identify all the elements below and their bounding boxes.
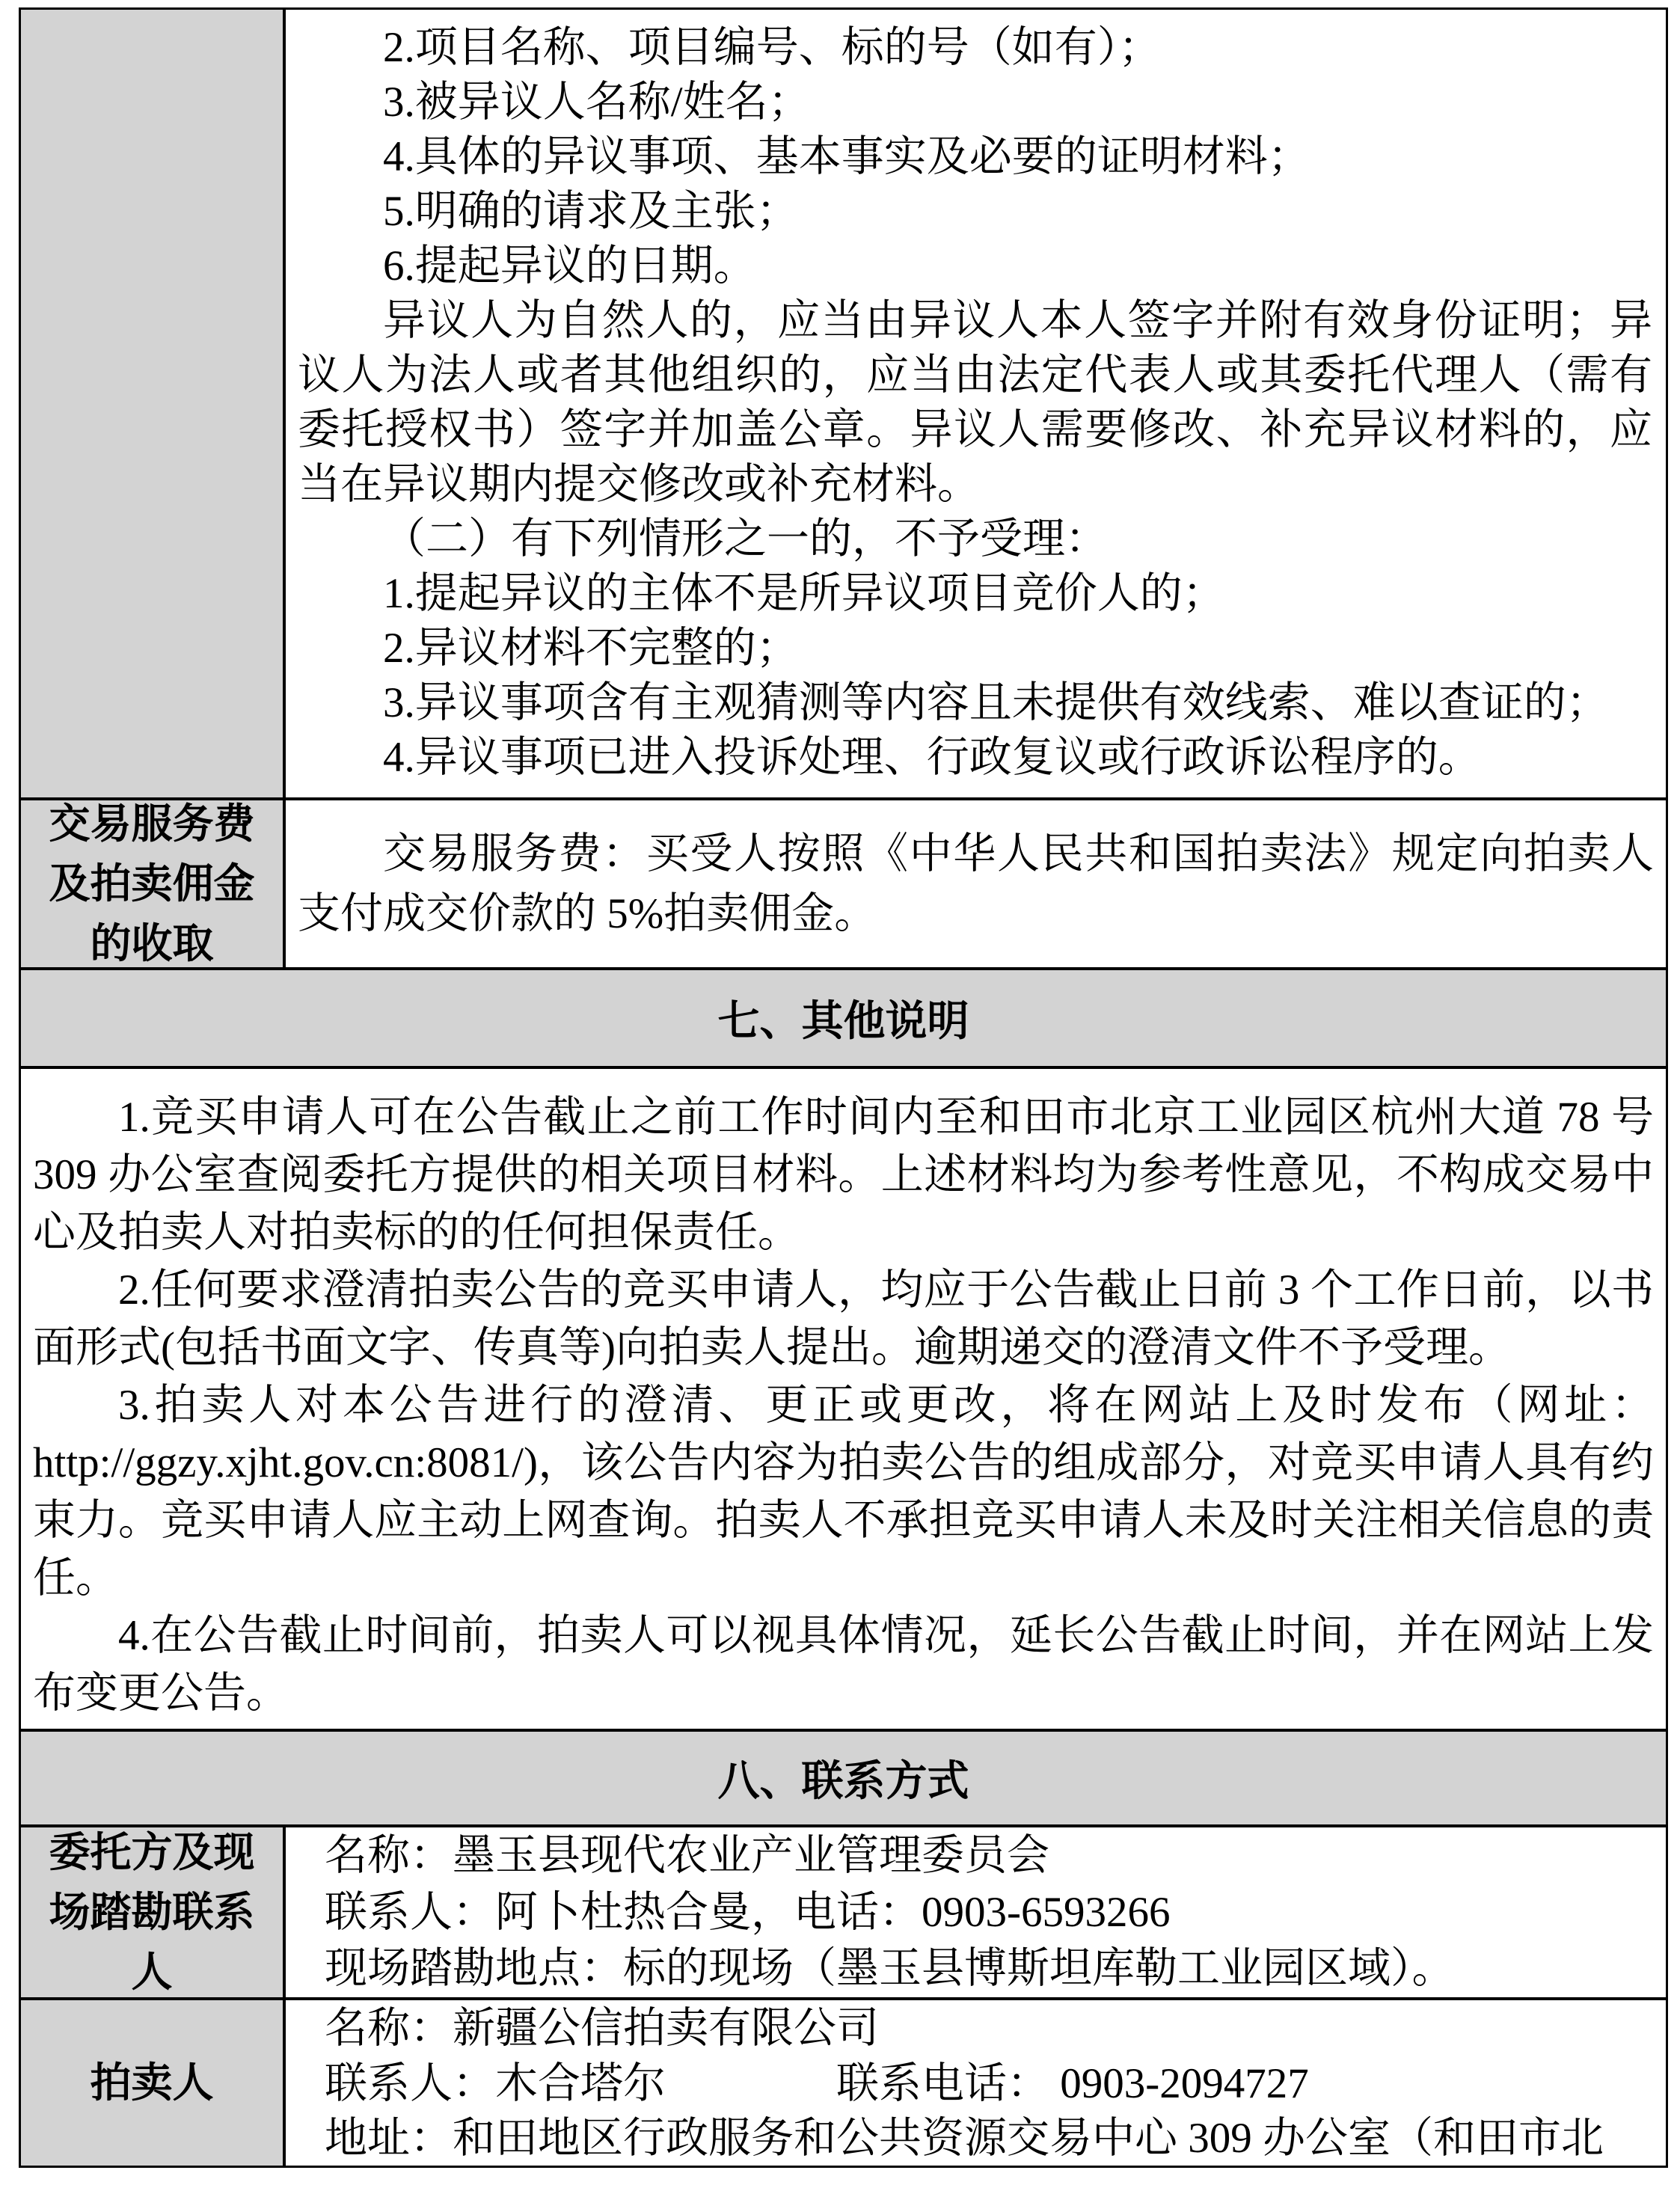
objection-required-item: 6.提起异议的日期。 [383,242,756,289]
client-site-survey-line: 现场踏勘地点：标的现场（墨玉县博斯坦库勒工业园区域）。 [325,1945,1455,1993]
rejection-cases-heading: （二）有下列情形之一的，不予受理： [383,515,1108,563]
rejection-case-item: 3.异议事项含有主观猜测等内容且未提供有效线索、难以查证的； [383,679,1609,726]
rejection-case-item: 4.异议事项已进入投诉处理、行政复议或行政诉讼程序的。 [383,734,1481,781]
auctioneer-contact-cell [286,2000,1666,2166]
fee-paragraph: 交易服务费：买受人按照《中华人民共和国拍卖法》规定向拍卖人支付成交价款的 5%拍卖佣金。 [298,830,1654,937]
auctioneer-header-label: 拍卖人 [90,2059,214,2106]
objection-required-item: 3.被异议人名称/姓名； [383,79,811,126]
client-contact-header-label: 委托方及现场踏勘联系人 [49,1829,255,1995]
client-name-line: 名称：墨玉县现代农业产业管理委员会 [325,1832,1049,1879]
objection-row-header-cell [21,10,286,797]
objection-required-item: 5.明确的请求及主张； [383,188,799,235]
rejection-case-item: 2.异议材料不完整的； [383,625,799,672]
other-notes-paragraph: 4.在公告截止时间前，拍卖人可以视具体情况，延长公告截止时间，并在网站上发布变更公告。 [33,1612,1654,1717]
auctioneer-name-line: 名称：新疆公信拍卖有限公司 [325,2005,879,2052]
section-7-content [21,1066,1666,1729]
signing-requirements-paragraph: 异议人为自然人的，应当由异议人本人签字并附有效身份证明；异议人为法人或者其他组织的，应当由法定代表人或其委托代理人（需有委托授权书）签字并加盖公章。异议人需要修改、补充异议材料的，应当在异议期内提交修改或补充材料。 [298,297,1652,508]
fee-row-header-label: 交易服务费及拍卖佣金的收取 [49,800,255,966]
section-7-title: 七、其他说明 [717,999,969,1045]
other-notes-paragraph: 2.任何要求澄清拍卖公告的竞买申请人，均应于公告截止日前 3 个工作日前，以书面形式(包括书面文字、传真等)向拍卖人提出。逾期递交的澄清文件不予受理。 [33,1266,1654,1371]
fee-content-cell [286,800,1666,967]
section-8-title: 八、联系方式 [717,1759,969,1805]
objection-required-item: 4.具体的异议事项、基本事实及必要的证明材料； [383,133,1310,180]
fee-row-header-cell [21,800,286,967]
auctioneer-contact-person-line: 联系人：木合塔尔 联系电话： 0903-2094727 [325,2059,1309,2107]
other-notes-paragraph: 3.拍卖人对本公告进行的澄清、更正或更改，将在网站上及时发布（网址：http://ggzy.xjht.gov.cn:8081/)，该公告内容为拍卖公告的组成部分，对竞买申请人具有约束力。竞买申请人应主动上网查询。拍卖人不承担竞买申请人未及时关注相关信息的责任。 [33,1382,1654,1602]
other-notes-paragraph: 1.竞买申请人可在公告截止之前工作时间内至和田市北京工业园区杭州大道 78 号 309 办公室查阅委托方提供的相关项目材料。上述材料均为参考性意见，不构成交易中心及拍卖人对拍卖标的的任何担保责任。 [33,1094,1654,1256]
objection-content-row [21,10,1666,797]
section-8-header [21,1729,1666,1824]
auction-announcement-table [19,7,1668,2168]
auctioneer-contact-row [21,1997,1666,2166]
client-contact-row [21,1824,1666,1997]
client-contact-header-cell [21,1827,286,1997]
rejection-case-item: 1.提起异议的主体不是所异议项目竞价人的； [383,570,1225,617]
client-contact-cell [286,1827,1666,1997]
fee-row [21,797,1666,967]
auctioneer-address-line: 地址：和田地区行政服务和公共资源交易中心 309 办公室（和田市北 [325,2115,1604,2163]
objection-content-cell [286,10,1666,797]
objection-required-item: 2.项目名称、项目编号、标的号（如有）； [383,24,1162,71]
auctioneer-header-cell [21,2000,286,2166]
client-contact-person-line: 联系人：阿卜杜热合曼，电话：0903-6593266 [325,1888,1171,1936]
section-7-header [21,967,1666,1066]
